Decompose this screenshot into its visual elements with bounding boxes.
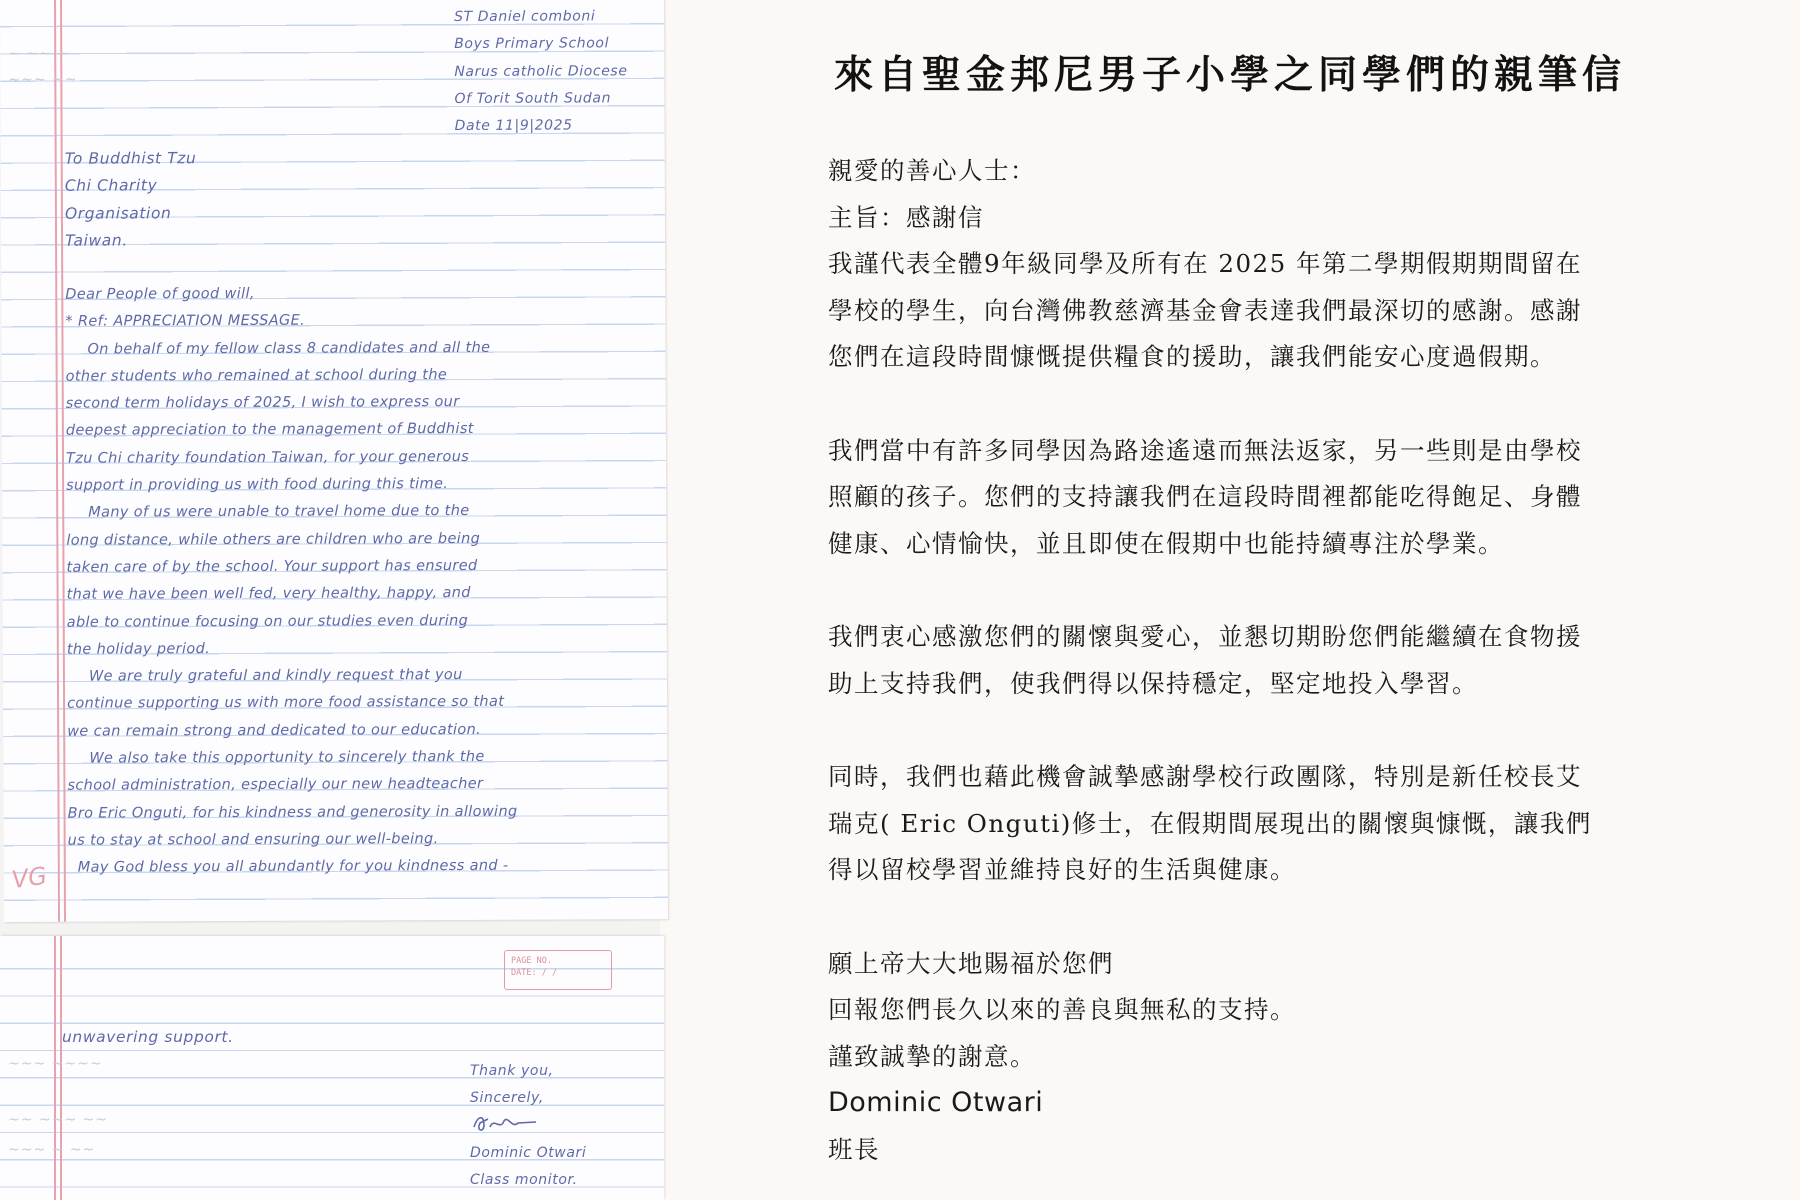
stamp-page-label: PAGE NO.: [511, 956, 552, 966]
body-line: able to continue focusing on our studies even during: [66, 612, 469, 631]
body-line: On behalf of my fellow class 8 candidates and all the: [87, 339, 491, 358]
letter-date: Date 11|9|2025: [454, 117, 573, 135]
greeting-line: Dear People of good will,: [65, 285, 255, 303]
body-line: the holiday period.: [66, 640, 211, 658]
paragraph-line: 我謹代表全體9年級同學及所有在 2025 年第二學期假期期間留在: [828, 249, 1583, 278]
recipient-line: Organisation: [64, 203, 172, 223]
bleed-through-mark: ~~ ~~~ ~~: [8, 1112, 109, 1128]
paragraph-line: 得以留校學習並維持良好的生活與健康。: [828, 855, 1296, 884]
signature-scribble-icon: [470, 1113, 542, 1135]
margin-initials-mark: VG: [10, 861, 49, 895]
paragraph-line: 學校的學生，向台灣佛教慈濟基金會表達我們最深切的感謝。感謝: [828, 295, 1582, 325]
address-line: Of Torit South Sudan: [454, 90, 612, 107]
body-line: us to stay at school and ensuring our well-being.: [67, 831, 439, 849]
paragraph-line: 我們當中有許多同學因為路途遙遠而無法返家，另一些則是由學校: [828, 435, 1582, 465]
address-line: Narus catholic Diocese: [454, 62, 628, 80]
paragraph-1: [828, 241, 1688, 381]
page-number-stamp: [504, 950, 612, 990]
paragraph-line: 我們衷心感激您們的關懷與愛心，並懇切期盼您們能繼續在食物援: [828, 622, 1582, 651]
body-line: support in providing us with food during this time.: [66, 476, 449, 494]
bleed-through-mark: ~~~ ~ ~~: [8, 1142, 96, 1158]
handwritten-letter-scan: [0, 0, 660, 1200]
recipient-line: Taiwan.: [65, 231, 128, 250]
margin-line: [54, 0, 60, 922]
body-line: other students who remained at school during the: [65, 366, 448, 385]
closing-line: Sincerely,: [470, 1090, 544, 1107]
body-line: May God bless you all abundantly for you kindness and -: [77, 858, 509, 876]
handwritten-closing: [470, 1058, 664, 1194]
body-line: second term holidays of 2025, I wish to express our: [65, 394, 460, 412]
recipient-line: Chi Charity: [64, 176, 158, 196]
sender-address: [454, 3, 665, 140]
closing-line: Dominic Otwari: [470, 1144, 587, 1161]
body-line: long distance, while others are children who are being: [66, 530, 481, 549]
body-line: taken care of by the school. Your support has ensured: [66, 557, 478, 576]
bleed-through-mark: ~~~ ~~: [8, 71, 78, 88]
body-line: We are truly grateful and kindly request that you: [88, 667, 463, 685]
stamp-date-label: DATE: / /: [511, 968, 558, 978]
signer-name: Dominic Otwari: [828, 1087, 1044, 1118]
body-line: we can remain strong and dedicated to our education.: [67, 721, 482, 740]
paragraph-line: 助上支持我們，使我們得以保持穩定，堅定地投入學習。: [828, 668, 1478, 698]
paragraph-line: 瑞克( Eric Onguti)修士，在假期間展現出的關懷與慷慨，讓我們: [828, 808, 1592, 838]
address-line: ST Daniel comboni: [454, 8, 596, 26]
body-line: Bro Eric Onguti, for his kindness and generosity in allowing: [67, 803, 518, 822]
letter-page-2: [0, 936, 664, 1200]
paragraph-line: 健康、心情愉快，並且即使在假期中也能持續專注於學業。: [828, 528, 1504, 558]
recipient-address: [65, 143, 665, 255]
closing-line: Class monitor.: [470, 1172, 578, 1189]
paragraph-4: [828, 754, 1688, 894]
paragraph-3: [828, 614, 1688, 707]
address-line: Boys Primary School: [454, 35, 610, 53]
translation-panel: [660, 0, 1800, 1200]
body-line: that we have been well fed, very healthy, happy, and: [66, 585, 471, 603]
body-line: We also take this opportunity to sincerely thank the: [89, 748, 485, 767]
margin-line: [60, 0, 66, 922]
signature-scribble: [470, 1113, 664, 1140]
paragraph-2: [828, 428, 1688, 568]
reference-line: * Ref: APPRECIATION MESSAGE.: [65, 312, 306, 331]
translation-title: 來自聖金邦尼男子小學之同學們的親筆信: [833, 52, 1626, 98]
paragraph-line: 照顧的孩子。您們的支持讓我們在這段時間裡都能吃得飽足、身體: [828, 482, 1582, 511]
continuation-line: unwavering support.: [62, 1028, 234, 1046]
body-line: deepest appreciation to the management of Buddhist: [65, 421, 474, 440]
closing-line: Thank you,: [470, 1063, 554, 1079]
salutation: 親愛的善心人士：: [828, 156, 1036, 185]
body-line: continue supporting us with more food assistance so that: [67, 694, 505, 713]
handwritten-body: [65, 279, 668, 882]
closing-block: [828, 941, 1688, 1174]
letter-page-1: [0, 0, 668, 922]
paragraph-line: 同時，我們也藉此機會誠摯感謝學校行政團隊，特別是新任校長艾: [828, 762, 1582, 791]
recipient-line: To Buddhist Tzu: [64, 149, 197, 168]
closing-line: 回報您們長久以來的善良與無私的支持。: [828, 995, 1296, 1024]
closing-line: 謹致誠摯的謝意。: [828, 1041, 1036, 1071]
body-line: Many of us were unable to travel home due to the: [88, 503, 470, 521]
bleed-through-mark: ~~~ ~~~~: [8, 1056, 103, 1072]
paragraph-line: 您們在這段時間慷慨提供糧食的援助，讓我們能安心度過假期。: [828, 342, 1556, 371]
body-line: Tzu Chi charity foundation Taiwan, for your generous: [65, 448, 470, 467]
bleed-through-mark: ~ ~~ ~: [8, 45, 71, 62]
closing-line: 願上帝大大地賜福於您們: [828, 948, 1114, 978]
translation-body: [828, 148, 1688, 1173]
signer-title: 班長: [828, 1134, 880, 1164]
subject-line: 主旨：感謝信: [828, 202, 984, 232]
body-line: school administration, especially our new headteacher: [67, 776, 484, 795]
